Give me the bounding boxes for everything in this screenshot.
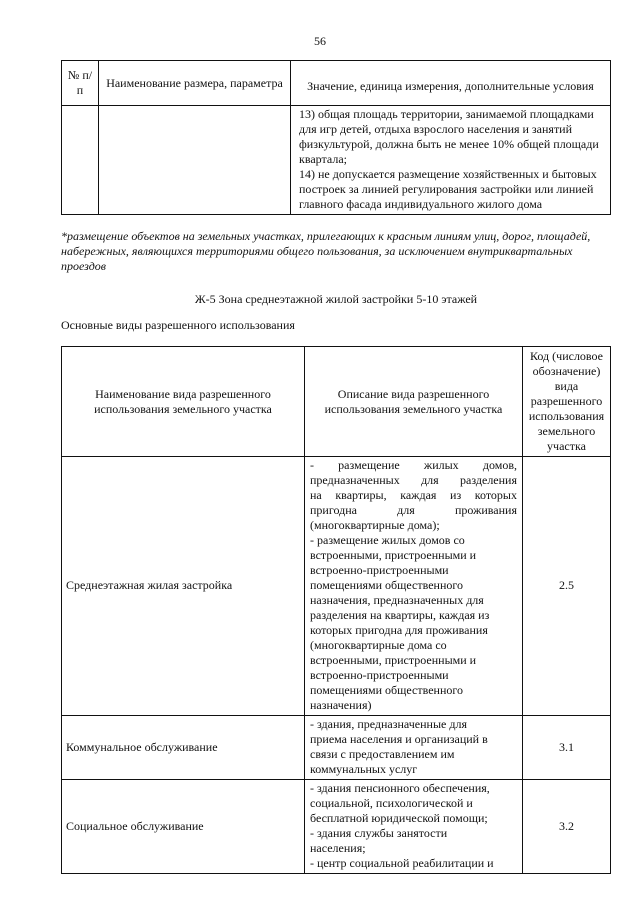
header-num: № п/п (62, 61, 99, 106)
cell-description (305, 457, 523, 716)
table-header-row (62, 347, 611, 457)
footnote: *размещение объектов на земельных участках, прилегающих к красным линиям улиц, дорог, площадей, набережных, являющихся территориями общего пользования, за исключением внутриквартальных проездов (61, 229, 591, 273)
table-row (62, 106, 611, 215)
description-line: (многоквартирные дома); (310, 518, 440, 532)
description-line: приема населения и организаций в (310, 732, 488, 746)
description-line: коммунальных услуг (310, 762, 418, 776)
description-line: предназначенных для разделения (310, 473, 517, 487)
description-line: которых пригодна для проживания (310, 623, 488, 637)
description-line: встроенно-пристроенными (310, 668, 449, 682)
cell-value (291, 106, 611, 215)
cell-use-name: Среднеэтажная жилая застройка (62, 457, 305, 716)
cell-num (62, 106, 99, 215)
description-line: помещениями общественного (310, 578, 463, 592)
header-parameter-name: Наименование размера, параметра (99, 61, 291, 106)
header-value: Значение, единица измерения, дополнительные условия (291, 61, 611, 106)
description-line: (многоквартирные дома со (310, 638, 447, 652)
description-line: на квартиры, каждая из которых (310, 488, 517, 502)
description-line: - размещение жилых домов со (310, 533, 465, 547)
description-line: - размещение жилых домов, (310, 458, 517, 472)
description-line: - центр социальной реабилитации и (310, 856, 494, 870)
table-header-row (62, 61, 611, 106)
zone-title: Ж-5 Зона среднеэтажной жилой застройки 5-10 этажей (194, 292, 478, 306)
section-title: Основные виды разрешенного использования (61, 318, 295, 332)
table-row (62, 457, 611, 716)
value-line: главного фасада индивидуального жилого дома (299, 197, 543, 211)
description-line: назначения, предназначенных для (310, 593, 484, 607)
table-row (62, 780, 611, 874)
description-line: социальной, психологической и (310, 796, 473, 810)
value-line: физкультурой, должна быть не менее 10% общей площади (299, 137, 599, 151)
value-line: квартала; (299, 152, 347, 166)
value-line: построек за линией регулирования застройки или линией (299, 182, 594, 196)
header-use-name: Наименование вида разрешенного использования земельного участка (62, 347, 305, 457)
description-line: назначения) (310, 698, 372, 712)
header-code: Код (числовое обозначение) вида разрешенного использования земельного участка (523, 347, 611, 457)
cell-code: 3.1 (523, 716, 611, 780)
description-line: разделения на квартиры, каждая из (310, 608, 490, 622)
cell-code: 2.5 (523, 457, 611, 716)
page-number: 56 (314, 34, 326, 48)
permitted-use-table (61, 346, 611, 874)
description-line: встроенными, пристроенными и (310, 548, 477, 562)
cell-description (305, 780, 523, 874)
cell-code: 3.2 (523, 780, 611, 874)
cell-description (305, 716, 523, 780)
description-line: - здания пенсионного обеспечения, (310, 781, 490, 795)
description-line: пригодна для проживания (310, 503, 517, 517)
value-line: 14) не допускается размещение хозяйственных и бытовых (299, 167, 597, 181)
cell-use-name: Социальное обслуживание (62, 780, 305, 874)
description-line: встроенно-пристроенными (310, 563, 449, 577)
description-line: населения; (310, 841, 366, 855)
description-line: бесплатной юридической помощи; (310, 811, 488, 825)
cell-parameter-name (99, 106, 291, 215)
description-line: помещениями общественного (310, 683, 463, 697)
header-description: Описание вида разрешенного использования земельного участка (305, 347, 523, 457)
cell-use-name: Коммунальное обслуживание (62, 716, 305, 780)
value-line: для игр детей, отдыха взрослого населения и занятий (299, 122, 573, 136)
parameters-table (61, 60, 611, 215)
value-line: 13) общая площадь территории, занимаемой площадками (299, 107, 594, 121)
description-line: - здания службы занятости (310, 826, 448, 840)
table-row (62, 716, 611, 780)
description-line: - здания, предназначенные для (310, 717, 467, 731)
description-line: встроенными, пристроенными и (310, 653, 477, 667)
description-line: связи с предоставлением им (310, 747, 455, 761)
